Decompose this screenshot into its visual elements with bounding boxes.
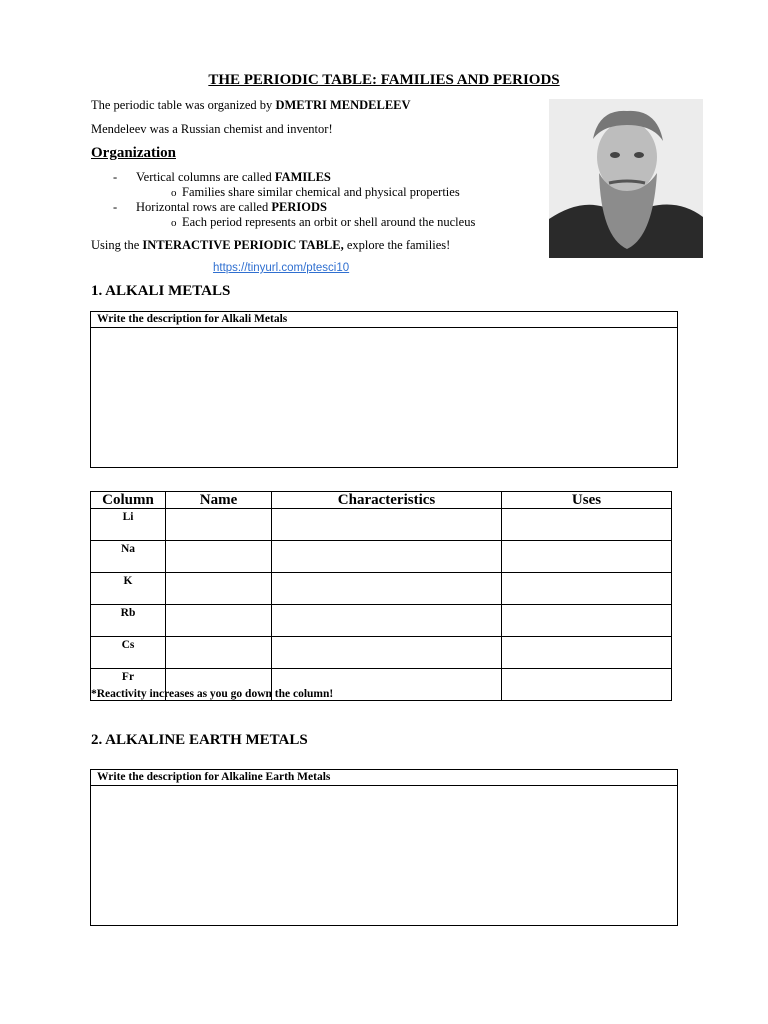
header-name: Name	[166, 492, 272, 509]
explore-prefix: Using the	[91, 238, 143, 252]
table-row	[91, 573, 672, 605]
intro-line-1-text: The periodic table was organized by	[91, 98, 276, 112]
alkali-metals-table	[90, 491, 672, 701]
table-row	[91, 541, 672, 573]
interactive-table-term: INTERACTIVE PERIODIC TABLE,	[142, 238, 344, 252]
table-row	[91, 509, 672, 541]
reactivity-note: *Reactivity increases as you go down the column!	[91, 688, 334, 700]
bullet-dash: -	[113, 170, 118, 184]
section-alkali-metals-heading: 1. ALKALI METALS	[91, 283, 231, 299]
organization-item-1	[136, 170, 331, 185]
table-row	[91, 637, 672, 669]
element-symbol: Li	[91, 509, 166, 541]
explore-suffix: explore the families!	[343, 238, 451, 252]
element-symbol: Na	[91, 541, 166, 573]
table-row	[91, 605, 672, 637]
page-title: THE PERIODIC TABLE: FAMILIES AND PERIODS	[208, 72, 560, 88]
sub-bullet-marker: o	[171, 187, 177, 199]
header-uses: Uses	[502, 492, 672, 509]
name-cell[interactable]	[166, 637, 272, 669]
uses-cell[interactable]	[502, 573, 672, 605]
element-symbol: Rb	[91, 605, 166, 637]
uses-cell[interactable]	[502, 637, 672, 669]
periodic-table-link[interactable]: https://tinyurl.com/ptesci10	[213, 262, 350, 274]
characteristics-cell[interactable]	[272, 637, 502, 669]
alkali-description-label: Write the description for Alkali Metals	[91, 312, 677, 328]
organization-heading: Organization	[91, 145, 176, 161]
name-cell[interactable]	[166, 509, 272, 541]
name-cell[interactable]	[166, 573, 272, 605]
header-characteristics: Characteristics	[272, 492, 502, 509]
element-symbol: Cs	[91, 637, 166, 669]
intro-line-2: Mendeleev was a Russian chemist and inventor!	[91, 122, 333, 136]
mendeleev-portrait	[549, 99, 703, 258]
characteristics-cell[interactable]	[272, 605, 502, 637]
table-header-row	[91, 492, 672, 509]
periods-term: PERIODS	[271, 200, 327, 214]
section-alkaline-earth-heading: 2. ALKALINE EARTH METALS	[91, 732, 308, 748]
alkali-description-box[interactable]	[90, 311, 678, 468]
uses-cell[interactable]	[502, 541, 672, 573]
organization-item-2-text: Horizontal rows are called	[136, 200, 272, 214]
intro-line-1	[91, 98, 411, 113]
explore-instruction	[91, 238, 450, 253]
organization-item-2-sub: Each period represents an orbit or shell around the nucleus	[182, 215, 476, 229]
characteristics-cell[interactable]	[272, 541, 502, 573]
alkaline-earth-description-box[interactable]	[90, 769, 678, 926]
uses-cell[interactable]	[502, 605, 672, 637]
portrait-image	[549, 99, 703, 258]
element-symbol: K	[91, 573, 166, 605]
intro-mendeleev-name: DMETRI MENDELEEV	[275, 98, 411, 112]
characteristics-cell[interactable]	[272, 573, 502, 605]
alkaline-earth-description-label: Write the description for Alkaline Earth Metals	[91, 770, 677, 786]
uses-cell[interactable]	[502, 669, 672, 701]
bullet-dash: -	[113, 200, 118, 214]
organization-item-1-text: Vertical columns are called	[136, 170, 275, 184]
uses-cell[interactable]	[502, 509, 672, 541]
characteristics-cell[interactable]	[272, 509, 502, 541]
organization-item-1-sub: Families share similar chemical and physical properties	[182, 185, 460, 199]
families-term: FAMILES	[274, 170, 331, 184]
header-column: Column	[91, 492, 166, 509]
name-cell[interactable]	[166, 541, 272, 573]
element-symbol: Fr	[91, 669, 166, 701]
sub-bullet-marker: o	[171, 217, 177, 229]
name-cell[interactable]	[166, 605, 272, 637]
organization-item-2	[136, 200, 327, 215]
